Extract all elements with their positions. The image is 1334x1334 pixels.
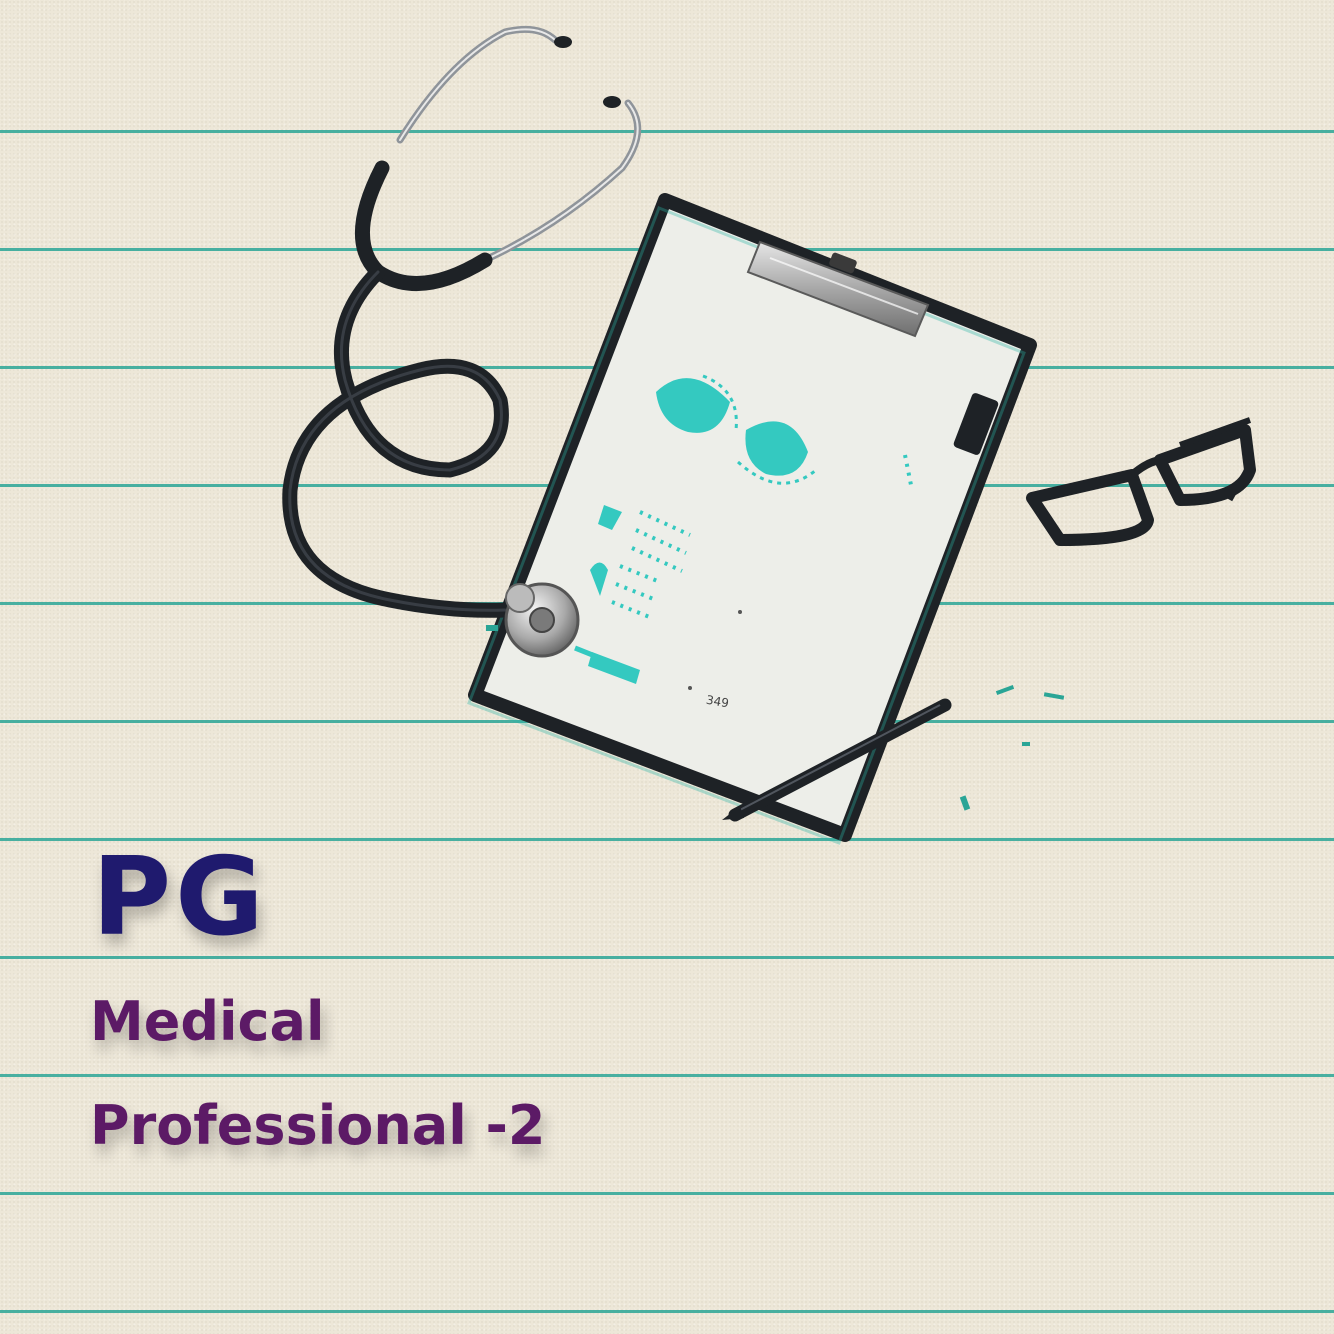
eyeglasses-icon <box>1032 420 1252 540</box>
cover-subtitle-line2: Professional -2 <box>90 1094 546 1157</box>
clipboard-page-number: 349 <box>704 692 730 711</box>
cover-subtitle-line1: Medical <box>90 990 325 1053</box>
cover-title: PG <box>92 835 268 960</box>
clipboard-icon <box>469 200 1030 843</box>
